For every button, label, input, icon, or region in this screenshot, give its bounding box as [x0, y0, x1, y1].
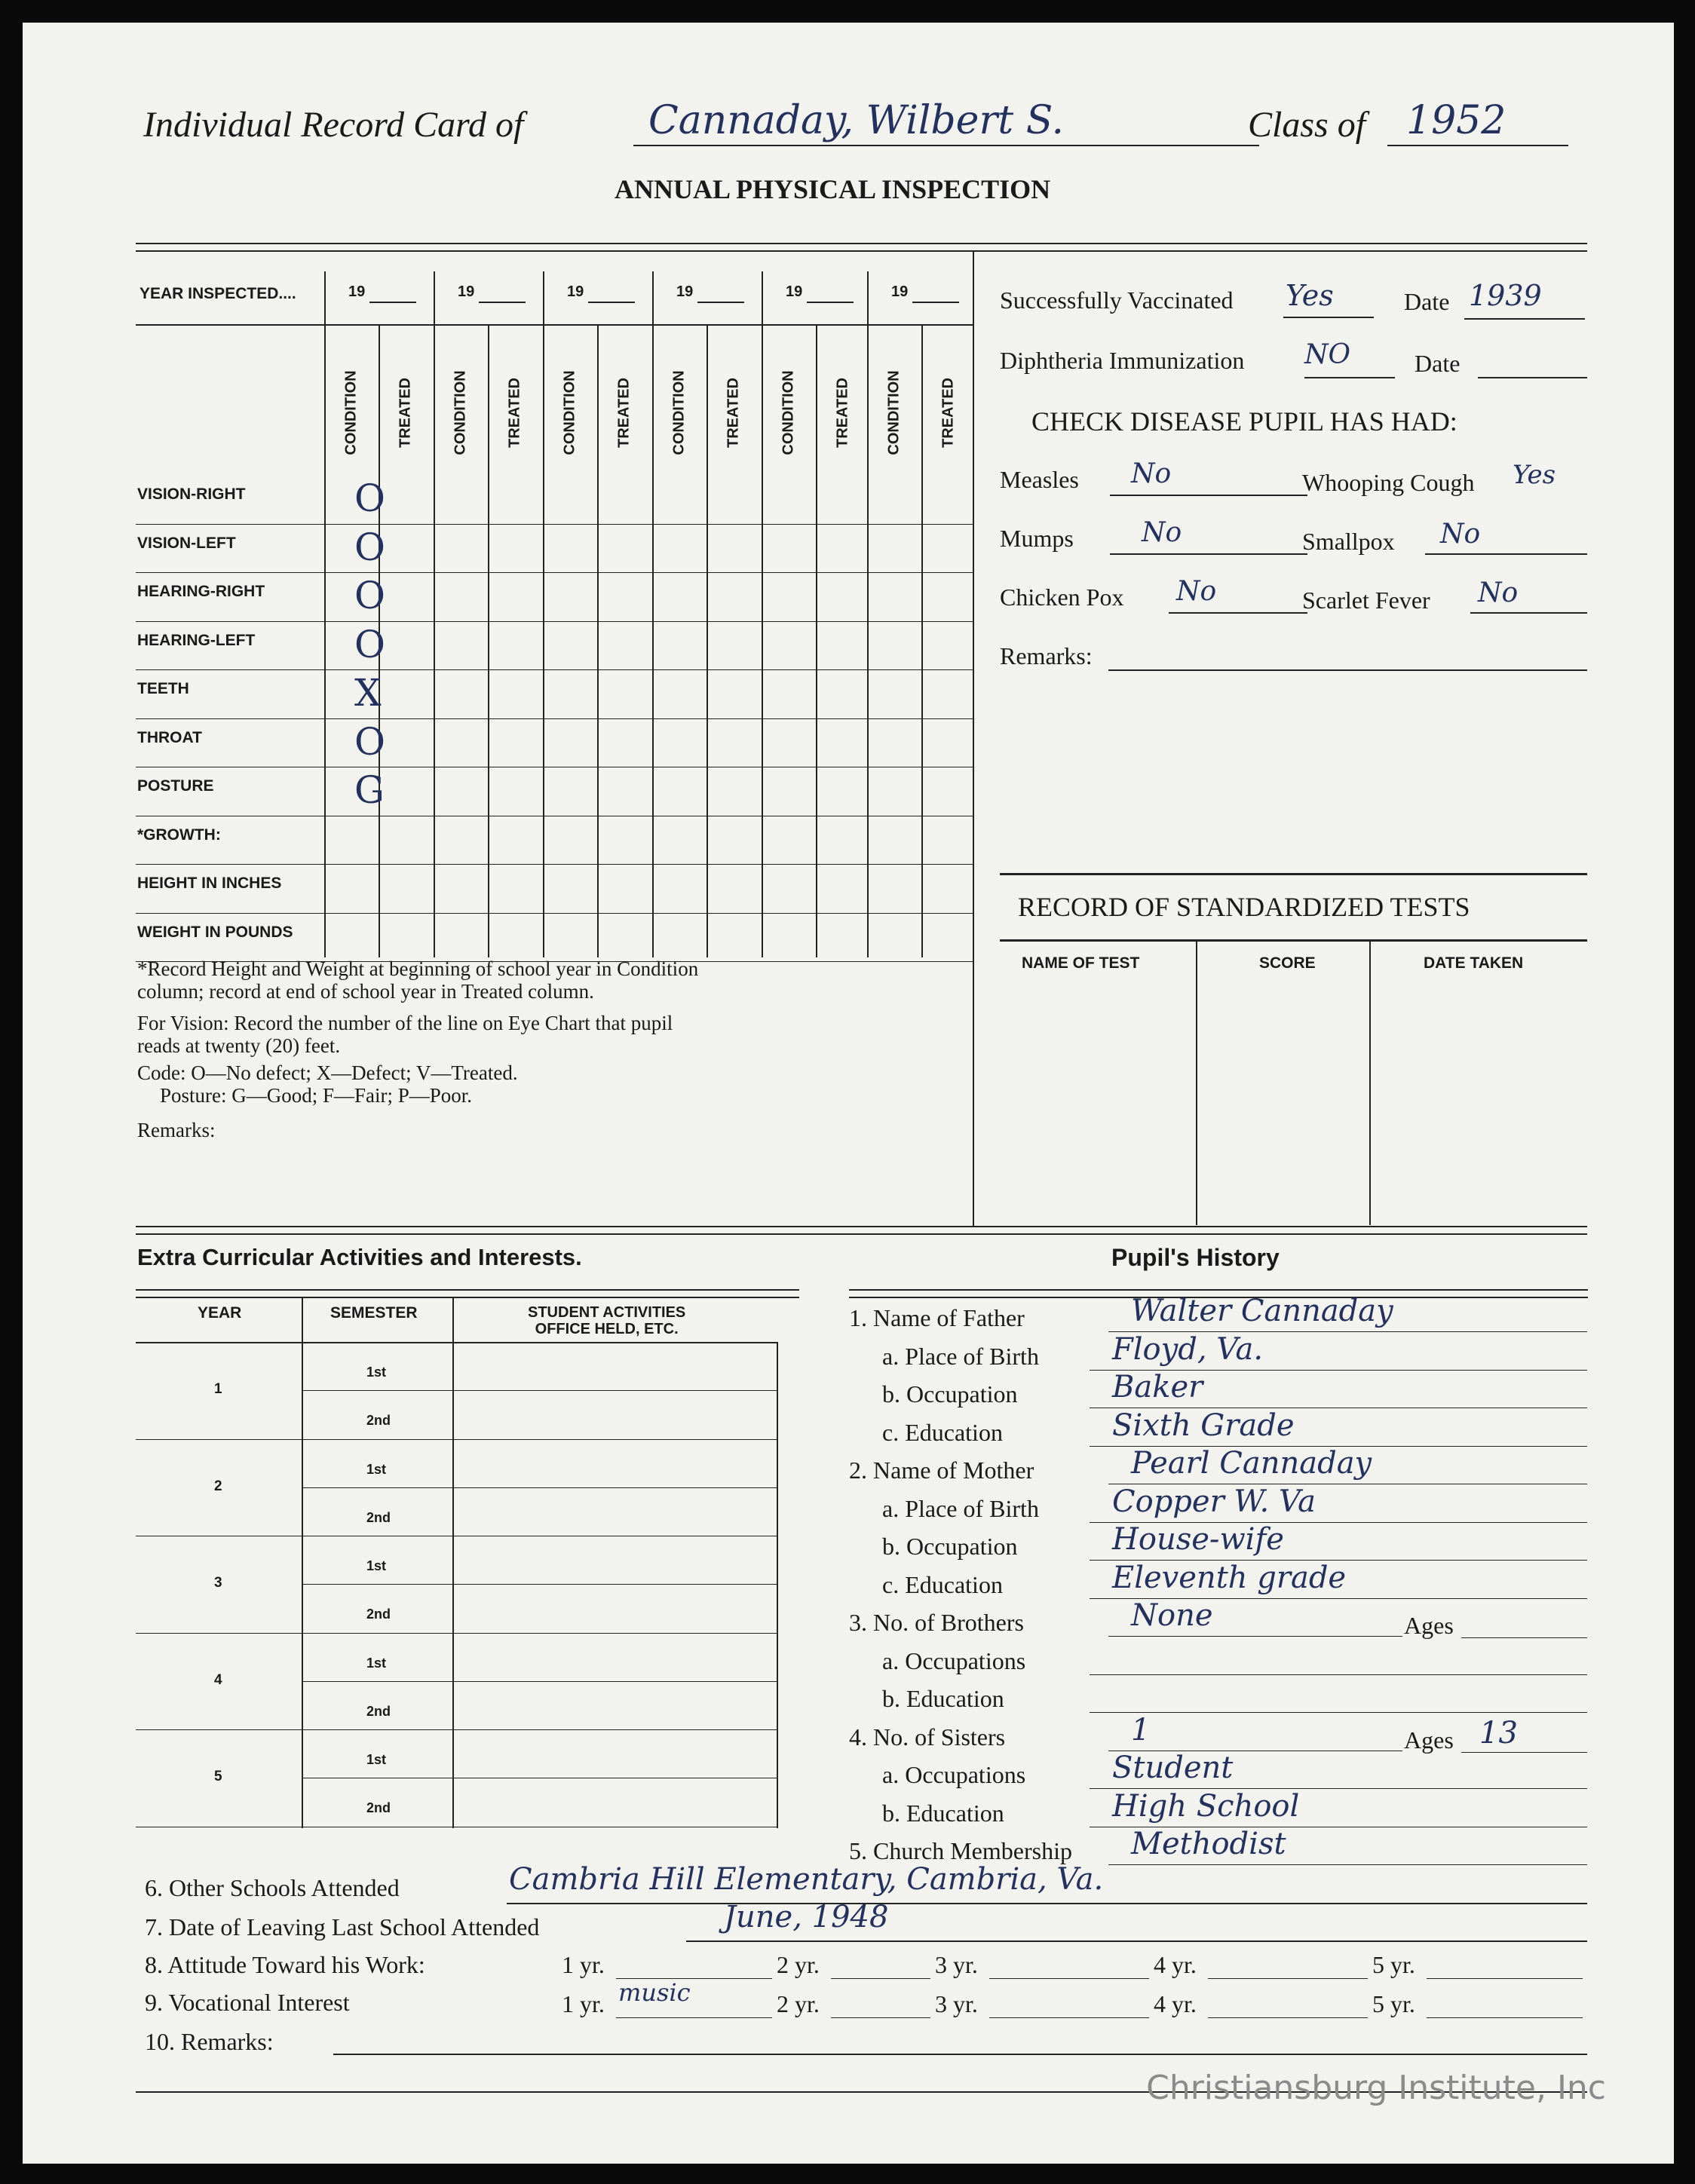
condition-mark: X: [354, 671, 382, 715]
semester-1st-label: 1st: [366, 1558, 387, 1574]
grid-year-divider: [867, 271, 869, 957]
year-inspected-blank: 19: [567, 283, 584, 300]
sisters-education-value: High School: [1112, 1788, 1300, 1824]
treated-column-label: TREATED: [615, 378, 633, 448]
vocational-yr5-label: 5 yr.: [1372, 1990, 1415, 2017]
condition-column-label: CONDITION: [885, 370, 903, 455]
vocational-yr2-label: 2 yr.: [777, 1990, 820, 2017]
schools-value: Cambria Hill Elementary, Cambria, Va.: [509, 1862, 1104, 1897]
treated-column-label: TREATED: [397, 378, 414, 448]
attitude-yr3-label: 3 yr.: [935, 1951, 978, 1978]
father-birth-label: a. Place of Birth: [882, 1342, 1039, 1370]
leaving-label: 7. Date of Leaving Last School Attended: [145, 1913, 540, 1940]
attitude-yr5-label: 5 yr.: [1372, 1951, 1415, 1978]
vocational-yr4-label: 4 yr.: [1154, 1990, 1197, 2017]
condition-mark: O: [354, 622, 385, 666]
year-inspected-blank: 19: [458, 283, 475, 300]
condition-column-label: CONDITION: [342, 370, 360, 455]
inspection-row-label: VISION-RIGHT: [137, 486, 246, 503]
inspection-row-label: VISION-LEFT: [137, 534, 236, 552]
year-inspected-blank: 19: [786, 283, 803, 300]
activity-year-label: 2: [214, 1478, 222, 1494]
brothers-ages-label: Ages: [1404, 1612, 1454, 1639]
class-year: 1952: [1406, 98, 1506, 143]
inspection-row-label: HEARING-LEFT: [137, 631, 256, 649]
vocational-yr3-label: 3 yr.: [935, 1990, 978, 2017]
activities-col-activities: STUDENT ACTIVITIES OFFICE HELD, ETC.: [528, 1304, 686, 1337]
father-education-label: c. Education: [882, 1418, 1003, 1446]
grid-column-divider: [921, 324, 923, 957]
history-heading: Pupil's History: [1111, 1244, 1280, 1271]
brothers-education-label: b. Education: [882, 1685, 1004, 1712]
inspection-notes: *Record Height and Weight at beginning of school year in Condition column; record at end of school year in Treated column. For Vision: Record the number of the line on Eye Chart that pupil reads at twenty (20) feet. Code: O—No defect; X—Defect; V—Treated. Posture: G—Good; F—Fair; P—Poor. Remarks:: [137, 957, 699, 1141]
condition-mark: O: [354, 476, 385, 520]
smallpox-value: No: [1440, 519, 1481, 550]
father-education-value: Sixth Grade: [1112, 1408, 1295, 1443]
treated-column-label: TREATED: [506, 378, 523, 448]
sisters-occupations-value: Student: [1112, 1751, 1234, 1785]
sisters-label: 4. No. of Sisters: [849, 1723, 1006, 1751]
semester-2nd-label: 2nd: [366, 1703, 391, 1719]
tests-col-name: NAME OF TEST: [1022, 954, 1140, 972]
sisters-ages-value: 13: [1479, 1715, 1518, 1751]
condition-column-label: CONDITION: [670, 370, 688, 455]
whooping-value: Yes: [1513, 460, 1556, 490]
sisters-occupations-label: a. Occupations: [882, 1761, 1026, 1788]
tests-col-score: SCORE: [1259, 954, 1316, 972]
student-name: Cannaday, Wilbert S.: [648, 98, 1065, 143]
treated-column-label: TREATED: [834, 378, 851, 448]
grid-year-divider: [762, 271, 763, 957]
grid-column-divider: [597, 324, 599, 957]
year-inspected-blank: 19: [676, 283, 694, 300]
attitude-yr2-label: 2 yr.: [777, 1951, 820, 1978]
condition-mark: O: [354, 525, 385, 569]
measles-value: No: [1131, 458, 1172, 489]
mother-label: 2. Name of Mother: [849, 1457, 1034, 1484]
check-disease-heading: CHECK DISEASE PUPIL HAS HAD:: [1031, 406, 1457, 436]
smallpox-label: Smallpox: [1302, 528, 1395, 555]
chickenpox-label: Chicken Pox: [1000, 584, 1124, 611]
chickenpox-value: No: [1176, 576, 1217, 607]
mother-value: Pearl Cannaday: [1131, 1446, 1372, 1481]
class-label: Class of: [1248, 105, 1366, 145]
activity-year-label: 5: [214, 1769, 222, 1785]
church-label: 5. Church Membership: [849, 1837, 1072, 1864]
father-birth-value: Floyd, Va.: [1112, 1331, 1264, 1367]
inspection-row-label: HEIGHT IN INCHES: [137, 875, 282, 892]
whooping-label: Whooping Cough: [1302, 469, 1475, 496]
scarlet-label: Scarlet Fever: [1302, 587, 1430, 614]
condition-column-label: CONDITION: [561, 370, 578, 455]
vocational-yr1-label: 1 yr.: [562, 1990, 605, 2017]
leaving-value: June, 1948: [724, 1900, 889, 1934]
grid-column-divider: [707, 324, 708, 957]
health-remarks-label: Remarks:: [1000, 642, 1093, 669]
activities-col-year: YEAR: [198, 1304, 242, 1322]
attitude-label: 8. Attitude Toward his Work:: [145, 1951, 425, 1978]
vaccinated-date-label: Date: [1404, 288, 1450, 315]
measles-label: Measles: [1000, 466, 1079, 493]
inspection-row-label: HEARING-RIGHT: [137, 583, 265, 600]
condition-column-label: CONDITION: [452, 370, 469, 455]
grid-year-divider: [324, 271, 326, 957]
mumps-value: No: [1142, 517, 1182, 548]
treated-column-label: TREATED: [939, 378, 957, 448]
father-occupation-value: Baker: [1112, 1370, 1203, 1404]
grid-year-divider: [652, 271, 654, 957]
schools-label: 6. Other Schools Attended: [145, 1874, 400, 1901]
history-remarks-label: 10. Remarks:: [145, 2028, 274, 2055]
semester-2nd-label: 2nd: [366, 1509, 391, 1525]
condition-mark: O: [354, 574, 385, 617]
activities-col-semester: SEMESTER: [330, 1304, 418, 1322]
attitude-yr1-label: 1 yr.: [562, 1951, 605, 1978]
semester-1st-label: 1st: [366, 1365, 387, 1380]
activity-year-label: 1: [214, 1381, 222, 1397]
father-label: 1. Name of Father: [849, 1304, 1025, 1331]
sisters-value: 1: [1131, 1712, 1151, 1748]
tests-heading: RECORD OF STANDARDIZED TESTS: [1018, 892, 1470, 922]
mother-education-value: Eleventh grade: [1112, 1560, 1347, 1595]
vaccinated-value: Yes: [1286, 279, 1334, 312]
grid-year-divider: [543, 271, 544, 957]
tests-col-date: DATE TAKEN: [1424, 954, 1524, 972]
condition-mark: O: [354, 719, 385, 764]
vaccinated-date: 1939: [1469, 279, 1542, 312]
father-value: Walter Cannaday: [1131, 1294, 1393, 1328]
grid-column-divider: [816, 324, 817, 957]
activities-heading: Extra Curricular Activities and Interests.: [137, 1244, 582, 1270]
vocational-yr1-value: music: [618, 1978, 691, 2007]
mumps-label: Mumps: [1000, 525, 1074, 552]
mother-occupation-value: House-wife: [1112, 1522, 1284, 1557]
vocational-label: 9. Vocational Interest: [145, 1989, 350, 2016]
activity-year-label: 4: [214, 1671, 222, 1688]
card-title: Individual Record Card of: [143, 105, 524, 145]
mother-birth-value: Copper W. Va: [1112, 1484, 1316, 1519]
brothers-label: 3. No. of Brothers: [849, 1609, 1024, 1636]
semester-1st-label: 1st: [366, 1655, 387, 1671]
semester-1st-label: 1st: [366, 1461, 387, 1477]
scarlet-value: No: [1478, 577, 1519, 608]
church-value: Methodist: [1131, 1827, 1286, 1861]
semester-2nd-label: 2nd: [366, 1800, 391, 1816]
inspection-row-label: THROAT: [137, 728, 202, 746]
inspection-row-label: WEIGHT IN POUNDS: [137, 923, 293, 941]
diphtheria-value: NO: [1304, 339, 1351, 370]
diphtheria-label: Diphtheria Immunization: [1000, 347, 1245, 374]
grid-year-divider: [434, 271, 435, 957]
sisters-ages-label: Ages: [1404, 1726, 1454, 1754]
inspection-row-label: POSTURE: [137, 777, 214, 795]
semester-2nd-label: 2nd: [366, 1607, 391, 1622]
mother-education-label: c. Education: [882, 1570, 1003, 1598]
inspection-row-label: *GROWTH:: [137, 826, 221, 844]
vaccinated-label: Successfully Vaccinated: [1000, 286, 1234, 314]
diphtheria-date-label: Date: [1415, 350, 1461, 377]
record-card: [23, 23, 1674, 2164]
year-inspected-blank: 19: [891, 283, 909, 300]
brothers-occupations-label: a. Occupations: [882, 1646, 1026, 1674]
attitude-yr4-label: 4 yr.: [1154, 1951, 1197, 1978]
inspection-row-label: TEETH: [137, 680, 189, 697]
watermark: Christiansburg Institute, Inc: [1146, 2069, 1606, 2107]
brothers-value: None: [1131, 1598, 1213, 1633]
semester-1st-label: 1st: [366, 1752, 387, 1768]
grid-column-divider: [488, 324, 489, 957]
activity-year-label: 3: [214, 1575, 222, 1591]
page-subtitle: ANNUAL PHYSICAL INSPECTION: [615, 174, 1051, 204]
year-inspected-label: YEAR INSPECTED....: [139, 285, 296, 302]
treated-column-label: TREATED: [725, 378, 742, 448]
father-occupation-label: b. Occupation: [882, 1380, 1018, 1408]
sisters-education-label: b. Education: [882, 1799, 1004, 1827]
condition-column-label: CONDITION: [780, 370, 797, 455]
condition-mark: G: [354, 768, 385, 812]
year-inspected-blank: 19: [348, 283, 366, 300]
semester-2nd-label: 2nd: [366, 1413, 391, 1428]
mother-occupation-label: b. Occupation: [882, 1533, 1018, 1560]
mother-birth-label: a. Place of Birth: [882, 1494, 1039, 1522]
